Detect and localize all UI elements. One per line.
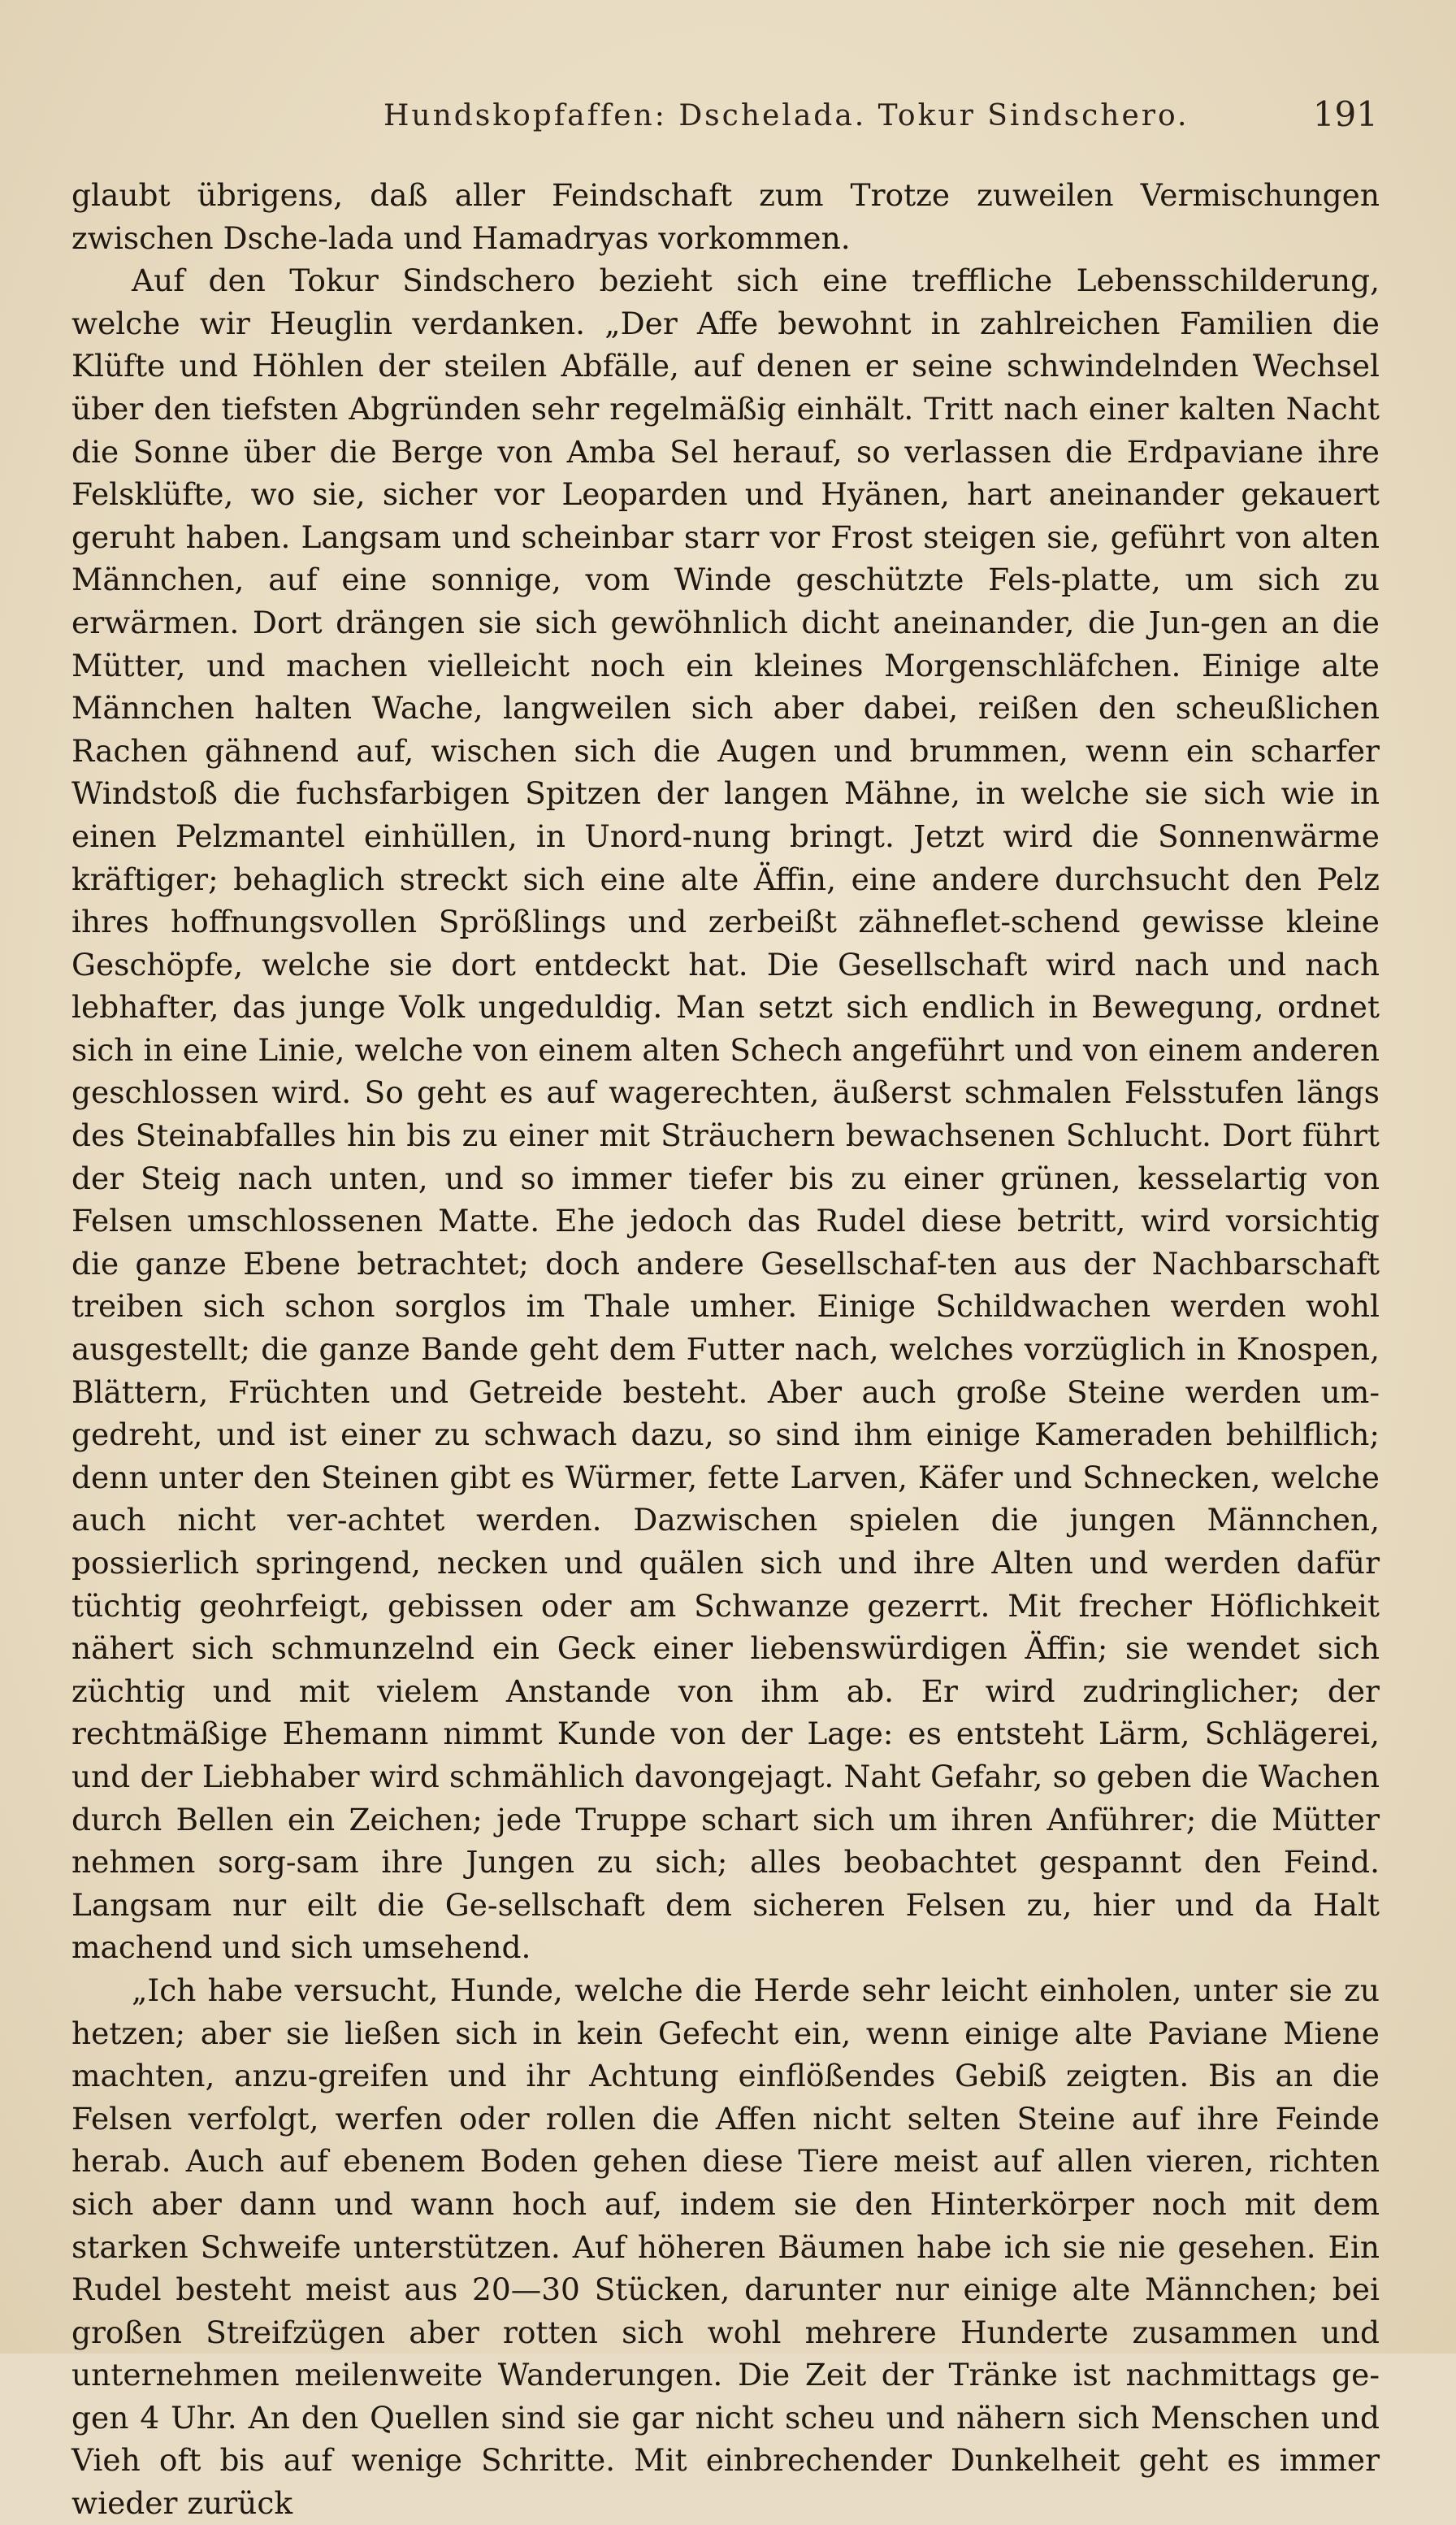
paragraph-3: „Ich habe versucht, Hunde, welche die Herde sehr leicht einholen, unter sie zu hetzen; aber sie ließen sich in kein Gefecht ein, wenn einige alte Paviane Miene machten, anzu-greifen und ihr Achtung einflößendes Gebiß zeigten. Bis an die Felsen verfolgt, werfen oder rollen die Affen nicht selten Steine auf ihre Feinde herab. Auch auf ebenem Boden gehen diese Tiere meist auf allen vieren, richten sich aber dann und wann hoch auf, indem sie den Hinterkörper noch mit dem starken Schweife unterstützen. Auf höheren Bäumen habe ich sie nie gesehen. Ein Rudel besteht meist aus 20—30 Stücken, darunter nur einige alte Männchen; bei großen Streifzügen aber rotten sich wohl mehrere Hunderte zusammen und unternehmen meilenweite Wanderungen. Die Zeit der Tränke ist nachmittags ge-gen 4 Uhr. An den Quellen sind sie gar nicht scheu und nähern sich Menschen und Vieh oft bis auf wenige Schritte. Mit einbrechender Dunkelheit geht es immer wieder zurück — [72, 1972, 1380, 2522]
paragraph-2: Auf den Tokur Sindschero bezieht sich eine treffliche Lebensschilderung, welche wir Heuglin verdanken. „Der Affe bewohnt in zahlreichen Familien die Klüfte und Höhlen der steilen Abfälle, auf denen er seine schwindelnden Wechsel über den tiefsten Abgründen sehr regelmäßig einhält. Tritt nach einer kalten Nacht die Sonne über die Berge von Amba Sel herauf, so verlassen die Erdpaviane ihre Felsklüfte, wo sie, sicher vor Leoparden und Hyänen, hart aneinander gekauert geruht haben. Langsam und scheinbar starr vor Frost steigen sie, geführt von alten Männchen, auf eine sonnige, vom Winde geschützte Fels-platte, um sich zu erwärmen. Dort drängen sie sich gewöhnlich dicht aneinander, die Jun-gen an die Mütter, und machen vielleicht noch ein kleines Morgenschläfchen. Einige alte Männchen halten Wache, langweilen sich aber dabei, reißen den scheußlichen Rachen gähnend auf, wischen sich die Augen und brummen, wenn ein scharfer Windstoß die fuchsfarbigen Spitzen der langen Mähne, in welche sie sich wie in einen Pelzmantel einhüllen, in Unord-nung bringt. Jetzt wird die Sonnenwärme kräftiger; behaglich streckt sich eine alte Äffin, eine andere durchsucht den Pelz ihres hoffnungsvollen Sprößlings und zerbeißt zähneflet-schend gewisse kleine Geschöpfe, welche sie dort entdeckt hat. Die Gesellschaft wird nach und nach lebhafter, das junge Volk ungeduldig. Man setzt sich endlich in Bewegung, ordnet sich in eine Linie, welche von einem alten Schech angeführt und von einem anderen geschlossen wird. So geht es auf wagerechten, äußerst schmalen Felsstufen längs des Steinabfalles hin bis zu einer mit Sträuchern bewachsenen Schlucht. Dort führt der Steig nach unten, und so immer tiefer bis zu einer grünen, kesselartig von Felsen umschlossenen Matte. Ehe jedoch das Rudel diese betritt, wird vorsichtig die ganze Ebene betrachtet; doch andere Gesellschaf-ten aus der Nachbarschaft treiben sich schon sorglos im Thale umher. Einige Schildwachen werden wohl ausgestellt; die ganze Bande geht dem Futter nach, welches vorzüglich in Knospen, Blättern, Früchten und Getreide besteht. Aber auch große Steine werden um-gedreht, und ist einer zu schwach dazu, so sind ihm einige Kameraden behilflich; denn unter den Steinen gibt es Würmer, fette Larven, Käfer und Schnecken, welche auch nicht ver-achtet werden. Dazwischen spielen die jungen Männchen, possierlich springend, necken und quälen sich und ihre Alten und werden dafür tüchtig geohrfeigt, gebissen oder am Schwanze gezerrt. Mit frecher Höflichkeit nähert sich schmunzelnd ein Geck einer liebenswürdigen Äffin; sie wendet sich züchtig und mit vielem Anstande von ihm ab. Er wird zudringlicher; der rechtmäßige Ehemann nimmt Kunde von der Lage: es entsteht Lärm, Schlägerei, und der Liebhaber wird schmählich davongejagt. Naht Gefahr, so geben die Wachen durch Bellen ein Zeichen; jede Truppe schart sich um ihren Anführer; die Mütter nehmen sorg-sam ihre Jungen zu sich; alles beobachtet gespannt den Feind. Langsam nur eilt die Ge-sellschaft dem sicheren Felsen zu, hier und da Halt machend und sich umsehend. — [72, 262, 1380, 1966]
page-number: 191 — [1312, 94, 1378, 134]
paragraph-1: glaubt übrigens, daß aller Feindschaft zum Trotze zuweilen Vermischungen zwischen Dsche-lada und Hamadryas vorkommen. — [72, 177, 1380, 256]
page-header — [72, 91, 1378, 148]
running-head: Hundskopfaffen: Dschelada. Tokur Sindschero. — [384, 99, 1190, 132]
body-text — [72, 174, 1380, 2525]
